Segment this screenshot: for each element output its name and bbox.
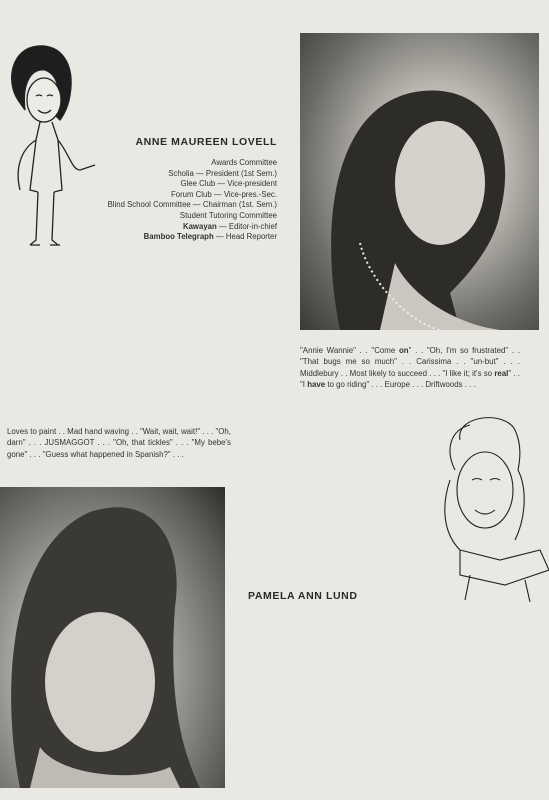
portrait-photo-anne	[300, 33, 539, 330]
activity-row: Bamboo Telegraph — Head Reporter	[143, 232, 277, 242]
quote-pamela: Loves to paint . . Mad hand waving . . "Wait, wait, wait!" . . . "Oh, darn" . . . JUSMAGGOT . . . "Oh, that tickles" . . . "My bebe's gone" . . . "Guess what happened in Spanish?" . . .	[7, 427, 231, 459]
activity-row: Awards Committee	[211, 158, 277, 167]
caricature-pamela	[430, 410, 549, 610]
portrait-anne-figure	[300, 33, 539, 330]
activity-row: Scholia — President (1st Sem.)	[168, 168, 277, 178]
student-name-anne: ANNE MAUREEN LOVELL	[135, 136, 277, 148]
activity-row: Student Tutoring Committee	[179, 210, 277, 220]
student-name-pamela: PAMELA ANN LUND	[248, 590, 358, 602]
portrait-pamela-figure	[0, 487, 225, 788]
activities-list-anne	[37, 158, 277, 243]
portrait-photo-pamela	[0, 487, 225, 788]
activity-row: Blind School Committee — Chairman (1st. Sem.)	[107, 200, 277, 210]
activity-row: Kawayan — Editor-in-chief	[182, 221, 277, 231]
activity-row: Glee Club — Vice-president	[180, 179, 277, 189]
activity-row: Forum Club — Vice-pres.-Sec.	[170, 189, 277, 199]
quote-anne: "Annie Wannie" . . "Come on" . . "Oh, I'm so frustrated" . . "That bugs me so much" . . Carissima . . "un-but" . . . Middlebury . . Most likely to succeed . . . "I like it; it's so real" . . "I have to go riding" . . . Europe . . . Driftwoods . . .	[300, 346, 521, 390]
